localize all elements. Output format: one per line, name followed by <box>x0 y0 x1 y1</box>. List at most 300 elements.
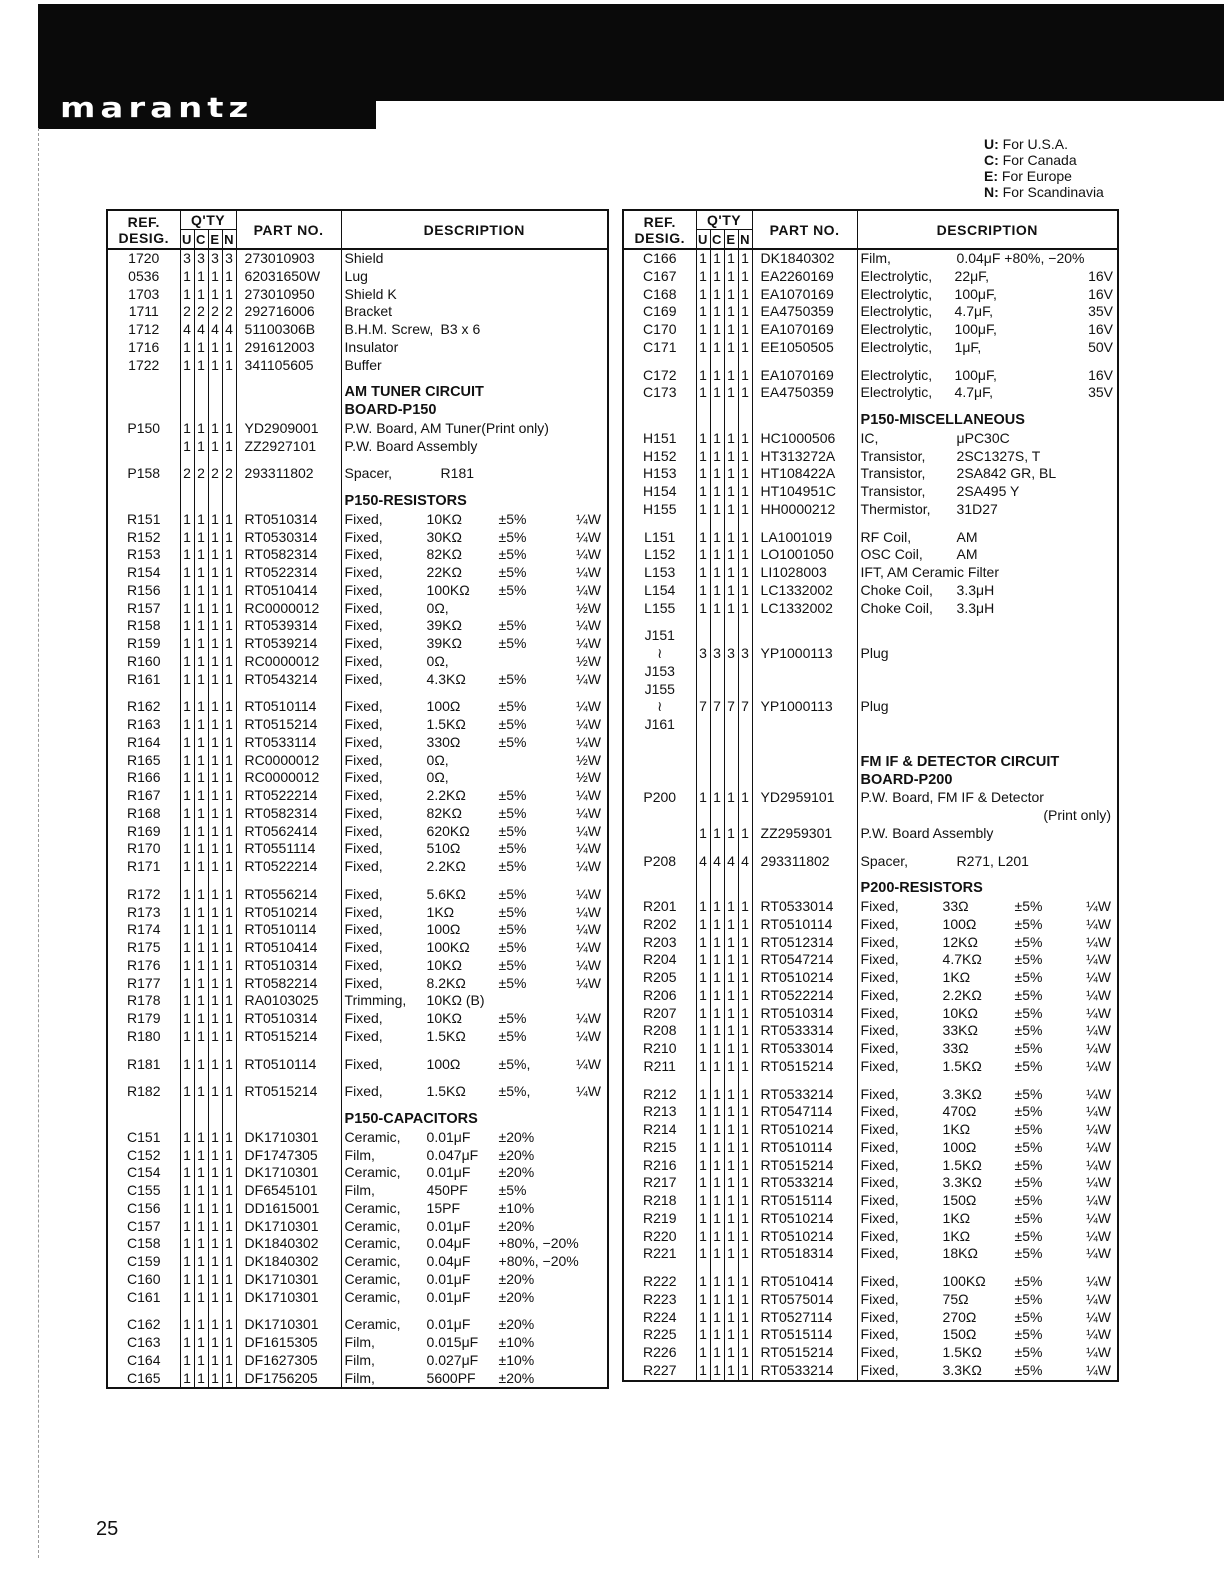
description-field: ±5% <box>1014 1121 1043 1137</box>
description-fields <box>345 339 607 357</box>
description-field: ±5% <box>498 974 527 991</box>
ref-desig: R216 <box>623 1157 696 1175</box>
description-fields <box>345 465 607 483</box>
part-number <box>752 716 857 734</box>
table-row <box>623 716 1118 734</box>
ref-desig: R161 <box>107 671 180 689</box>
qty-c: 1 <box>194 823 208 841</box>
description-field: ¼W <box>1086 1174 1111 1191</box>
qty-u: 1 <box>696 249 710 268</box>
empty-cell <box>752 870 857 880</box>
qty-e: 1 <box>208 1352 222 1370</box>
empty-cell <box>623 519 696 529</box>
qty-n: 2 <box>222 465 236 483</box>
description-field: Trimming, <box>344 992 407 1009</box>
empty-cell <box>752 617 857 627</box>
description-field: 100KΩ <box>426 581 470 598</box>
empty-cell <box>107 1073 180 1083</box>
description-field: 2.2KΩ <box>426 787 466 803</box>
part-number: RT0510214 <box>752 969 857 987</box>
qty-e: 1 <box>208 921 222 939</box>
ref-desig: H155 <box>623 501 696 519</box>
description-field: 1KΩ <box>942 1121 971 1137</box>
table-row <box>107 823 608 841</box>
qty-n: 1 <box>738 1362 752 1381</box>
description-field: ¼W <box>1086 1057 1111 1074</box>
qty-u: 1 <box>180 600 194 618</box>
empty-cell <box>341 688 608 698</box>
ref-desig: J153 <box>623 663 696 681</box>
table-row <box>623 268 1118 286</box>
qty-u: 1 <box>696 1121 710 1139</box>
qty-e: 1 <box>208 805 222 823</box>
description-field: Fixed, <box>860 1209 899 1226</box>
description-field <box>499 600 545 618</box>
qty-u: 1 <box>696 934 710 952</box>
description-field: Fixed, <box>344 939 383 955</box>
empty-cell <box>710 843 724 853</box>
qty-u: 1 <box>180 1334 194 1352</box>
ref-desig: R170 <box>107 840 180 858</box>
qty-n: 1 <box>222 840 236 858</box>
part-number: HT108422A <box>752 465 857 483</box>
table-row <box>107 858 608 876</box>
qty-n: 1 <box>738 1326 752 1344</box>
ref-desig <box>623 412 696 430</box>
qty-cell <box>696 627 710 645</box>
empty-cell <box>710 734 724 744</box>
ref-desig: C173 <box>623 384 696 402</box>
qty-u: 1 <box>696 1362 710 1381</box>
qty-u: 1 <box>696 1086 710 1104</box>
table-row <box>107 805 608 823</box>
description-field: Film, <box>860 250 891 266</box>
section-heading: AM TUNER CIRCUIT <box>344 384 484 401</box>
description-field: 10KΩ <box>426 1010 462 1026</box>
description-field: 2.2KΩ <box>942 986 982 1003</box>
qty-cell <box>180 402 194 420</box>
description-fields <box>861 969 1117 987</box>
qty-n: 1 <box>222 939 236 957</box>
description-fields <box>345 564 607 582</box>
ref-desig: R210 <box>623 1040 696 1058</box>
qty-u: 1 <box>180 1235 194 1253</box>
table-row <box>107 582 608 600</box>
description-fields <box>345 734 607 752</box>
qty-cell <box>710 716 724 734</box>
description <box>341 653 608 671</box>
table-row <box>107 1253 608 1271</box>
legend-item: C: For Canada <box>984 152 1077 168</box>
ref-desig: 1716 <box>107 339 180 357</box>
part-number: EE1050505 <box>752 339 857 357</box>
description-field: Buffer <box>344 356 382 373</box>
description-fields <box>861 825 1117 843</box>
qty-n: 1 <box>738 951 752 969</box>
description-field: ¼W <box>1086 1361 1111 1378</box>
qty-e: 1 <box>208 1271 222 1289</box>
ref-desig: R178 <box>107 992 180 1010</box>
qty-u: 2 <box>180 303 194 321</box>
qty-n: 1 <box>738 825 752 843</box>
part-number: RT0522214 <box>236 858 341 876</box>
table-row <box>107 975 608 993</box>
part-number: 62031650W <box>236 268 341 286</box>
empty-cell <box>194 688 208 698</box>
description-fields <box>345 957 607 975</box>
empty-cell <box>222 1101 236 1111</box>
qty-u: 1 <box>696 987 710 1005</box>
qty-u: 1 <box>180 653 194 671</box>
section-heading-row <box>107 1111 608 1129</box>
qty-cell <box>180 1111 194 1129</box>
description <box>857 716 1118 734</box>
empty-cell <box>752 744 857 754</box>
description-field: ¼W <box>1086 1273 1111 1289</box>
description <box>341 992 608 1010</box>
description-field: 3.3KΩ <box>942 1085 982 1102</box>
description <box>857 286 1118 304</box>
section-heading: BOARD-P150 <box>344 402 437 418</box>
description-fields <box>345 617 607 635</box>
description-field: 8.2KΩ <box>426 974 466 991</box>
description <box>341 635 608 653</box>
part-no-header: PART NO. <box>752 210 857 249</box>
part-number <box>752 772 857 790</box>
description-fields <box>345 858 607 876</box>
description-fields <box>345 698 607 716</box>
qty-n: 1 <box>222 1164 236 1182</box>
description-fields <box>345 904 607 922</box>
description <box>341 1164 608 1182</box>
qty-n: 1 <box>222 420 236 438</box>
description <box>341 1253 608 1271</box>
qty-e: 1 <box>208 1289 222 1307</box>
qty-c: 1 <box>710 1228 724 1246</box>
description <box>341 904 608 922</box>
qty-n: 1 <box>222 1334 236 1352</box>
description-field: Fixed, <box>344 1010 383 1026</box>
qty-c: 1 <box>194 617 208 635</box>
description-fields <box>345 1200 607 1218</box>
description-field: ¼W <box>576 903 601 920</box>
description-field: ±5% <box>1014 1361 1043 1378</box>
part-number: RT0510214 <box>752 1210 857 1228</box>
description-field: 75Ω <box>942 1290 969 1307</box>
qty-c: 1 <box>194 1182 208 1200</box>
qty-e: 1 <box>724 934 738 952</box>
part-number: RT0510414 <box>752 1273 857 1291</box>
spacer-row <box>623 870 1118 880</box>
qty-c: 1 <box>710 546 724 564</box>
ref-desig: C161 <box>107 1289 180 1307</box>
part-number: DK1710301 <box>236 1289 341 1307</box>
part-number: RT0539314 <box>236 617 341 635</box>
qty-cell <box>738 663 752 681</box>
qty-c: 1 <box>194 1352 208 1370</box>
qty-u: 1 <box>180 511 194 529</box>
qty-u: 1 <box>180 582 194 600</box>
description-fields <box>861 1192 1117 1210</box>
part-number: DF1756205 <box>236 1370 341 1389</box>
qty-n: 1 <box>222 716 236 734</box>
description-field: ¼W <box>576 1010 601 1026</box>
description-field: Fixed, <box>860 1121 899 1137</box>
ref-desig: R208 <box>623 1022 696 1040</box>
description-fields <box>861 465 1117 483</box>
description-field: Fixed, <box>344 652 383 669</box>
description <box>857 483 1118 501</box>
table-row <box>623 1121 1118 1139</box>
qty-n: 1 <box>738 789 752 807</box>
description-fields <box>861 501 1117 519</box>
description-fields <box>861 286 1117 304</box>
empty-cell <box>180 1046 194 1056</box>
description <box>341 1083 608 1101</box>
qty-cell <box>738 880 752 898</box>
description <box>341 769 608 787</box>
empty-cell <box>696 744 710 754</box>
description-fields <box>345 1028 607 1046</box>
part-number: 51100306B <box>236 321 341 339</box>
qty-e: 1 <box>208 286 222 304</box>
qty-c: 1 <box>710 1245 724 1263</box>
qty-c: 1 <box>194 1370 208 1389</box>
qty-c: 2 <box>194 465 208 483</box>
description-field: ±5% <box>1014 933 1043 950</box>
ref-desig: P200 <box>623 789 696 807</box>
description-field: ½W <box>576 769 601 786</box>
description-field: Fixed, <box>860 1174 899 1191</box>
qty-n: 1 <box>222 1271 236 1289</box>
ref-desig: C165 <box>107 1370 180 1389</box>
part-number: RT0533114 <box>236 734 341 752</box>
description <box>341 939 608 957</box>
table-row <box>623 1192 1118 1210</box>
description-field: Fixed, <box>344 599 383 616</box>
description-field: 4.7KΩ <box>942 951 982 968</box>
description-field: ¼W <box>1086 1040 1111 1056</box>
description-field: ±5% <box>498 510 527 527</box>
table-row <box>107 904 608 922</box>
description-field: 1.5KΩ <box>942 1344 982 1360</box>
table-row <box>623 1228 1118 1246</box>
empty-cell <box>724 843 738 853</box>
qty-e: 1 <box>208 339 222 357</box>
ref-desig <box>107 438 180 456</box>
description-header: DESCRIPTION <box>341 210 608 249</box>
table-row <box>623 546 1118 564</box>
description <box>341 600 608 618</box>
description-field: Ceramic, <box>344 1316 401 1333</box>
description-field: Fixed, <box>860 1057 899 1074</box>
description <box>857 1005 1118 1023</box>
description <box>857 1157 1118 1175</box>
part-number: EA4750359 <box>752 303 857 321</box>
table-row <box>623 564 1118 582</box>
description-field: Fixed, <box>344 787 383 803</box>
qty-c: 1 <box>710 1210 724 1228</box>
empty-cell <box>710 744 724 754</box>
qty-n: 1 <box>738 1273 752 1291</box>
qty-c: 1 <box>710 1291 724 1309</box>
description-fields <box>345 1164 607 1182</box>
ref-desig <box>623 807 696 825</box>
qty-c: 1 <box>710 286 724 304</box>
part-number: RT0512314 <box>752 934 857 952</box>
description-field: Electrolytic, <box>860 303 933 320</box>
table-row <box>107 529 608 547</box>
qty-e: 1 <box>208 511 222 529</box>
description-field: Fixed, <box>860 951 899 968</box>
empty-cell <box>180 688 194 698</box>
description-field: Fixed, <box>860 1326 899 1343</box>
description-field: ±5% <box>498 787 527 803</box>
section-heading-row <box>623 880 1118 898</box>
qty-c: 1 <box>194 438 208 456</box>
table-row <box>623 1139 1118 1157</box>
qty-e: 1 <box>724 789 738 807</box>
ref-desig: ≀ <box>623 645 696 663</box>
description-fields <box>345 939 607 957</box>
description-field: ±5% <box>498 921 527 938</box>
part-number: DF1627305 <box>236 1352 341 1370</box>
description-field: ¼W <box>576 1027 601 1044</box>
qty-c: 1 <box>710 1326 724 1344</box>
description-field: 2SC1327S, T <box>956 447 1041 464</box>
section-heading: FM IF & DETECTOR CIRCUIT <box>860 753 1060 770</box>
empty-cell <box>857 1263 1118 1273</box>
qty-c: 3 <box>194 249 208 268</box>
description-fields <box>861 916 1117 934</box>
qty-c: 1 <box>710 1121 724 1139</box>
qty-u: 7 <box>696 698 710 716</box>
description-field: Fixed, <box>344 1055 383 1072</box>
description-field: ¼W <box>1086 1290 1111 1307</box>
table-row <box>623 286 1118 304</box>
qty-u: 1 <box>180 805 194 823</box>
description <box>857 1139 1118 1157</box>
description-field: Ceramic, <box>344 1128 401 1145</box>
qty-u: 1 <box>180 546 194 564</box>
description-field: Fixed, <box>344 921 383 938</box>
part-number: RT0533214 <box>752 1086 857 1104</box>
part-number <box>236 384 341 402</box>
qty-c: 1 <box>710 430 724 448</box>
table-row <box>107 303 608 321</box>
empty-cell <box>710 1076 724 1086</box>
qty-u: 1 <box>180 1182 194 1200</box>
table-row <box>107 339 608 357</box>
qty-c: 1 <box>194 992 208 1010</box>
parts-table-right <box>622 209 1119 1382</box>
qty-e: 1 <box>208 1182 222 1200</box>
table-row <box>623 1022 1118 1040</box>
empty-cell <box>194 1306 208 1316</box>
part-number: HH0000212 <box>752 501 857 519</box>
empty-cell <box>738 617 752 627</box>
empty-cell <box>107 1101 180 1111</box>
empty-cell <box>623 402 696 412</box>
qty-e: 1 <box>724 1362 738 1381</box>
empty-cell <box>236 483 341 493</box>
qty-c: 1 <box>710 916 724 934</box>
qty-n: 1 <box>222 1289 236 1307</box>
table-row <box>107 886 608 904</box>
table-row <box>623 698 1118 716</box>
qty-cell <box>710 880 724 898</box>
ref-desig: P150 <box>107 420 180 438</box>
qty-c: 1 <box>710 1040 724 1058</box>
qty-e: 1 <box>208 546 222 564</box>
description <box>857 384 1118 402</box>
ref-desig: R166 <box>107 769 180 787</box>
qty-u: 1 <box>180 1271 194 1289</box>
description-field: ±5% <box>1014 1022 1043 1039</box>
description <box>341 321 608 339</box>
part-number: DF6545101 <box>236 1182 341 1200</box>
description-field: 1KΩ <box>942 969 971 985</box>
qty-e: 1 <box>208 840 222 858</box>
qty-e: 1 <box>208 1316 222 1334</box>
empty-cell <box>696 1076 710 1086</box>
qty-n: 1 <box>738 1245 752 1263</box>
ref-desig: R221 <box>623 1245 696 1263</box>
description-field: Fixed, <box>860 915 899 932</box>
qty-u: 1 <box>696 268 710 286</box>
qty-e: 4 <box>724 853 738 871</box>
qty-c: 1 <box>194 957 208 975</box>
spacer-row <box>107 1306 608 1316</box>
description-field: ½W <box>576 599 601 616</box>
qty-n: 1 <box>738 1086 752 1104</box>
ref-desig: C166 <box>623 249 696 268</box>
description-field: Fixed, <box>860 1361 899 1378</box>
description <box>857 1309 1118 1327</box>
description <box>341 805 608 823</box>
description-fields <box>861 1228 1117 1246</box>
description-field: ±20% <box>498 1270 535 1287</box>
part-number: 273010903 <box>236 249 341 268</box>
description-fields <box>861 1326 1117 1344</box>
table-row <box>623 367 1118 385</box>
empty-cell <box>222 1306 236 1316</box>
description-field: Fixed, <box>344 858 383 874</box>
description-field: Film, <box>344 1369 375 1386</box>
description-field: Electrolytic, <box>860 366 933 383</box>
empty-cell <box>724 870 738 880</box>
ref-desig <box>623 772 696 790</box>
qty-u: 1 <box>180 1147 194 1165</box>
ref-desig: R152 <box>107 529 180 547</box>
part-number: DK1710301 <box>236 1129 341 1147</box>
ref-desig: R201 <box>623 898 696 916</box>
qty-e: 1 <box>724 430 738 448</box>
empty-cell <box>696 734 710 744</box>
empty-cell <box>107 374 180 384</box>
ref-desig: R220 <box>623 1228 696 1246</box>
table-row <box>623 582 1118 600</box>
table-row <box>623 807 1118 825</box>
description-field: ¼W <box>1086 1308 1111 1325</box>
description-field: ¼W <box>1086 1103 1111 1120</box>
qty-u-header: U <box>180 230 194 250</box>
description <box>341 716 608 734</box>
spacer-row <box>107 1101 608 1111</box>
description-field: ±5% <box>498 698 527 715</box>
qty-u: 1 <box>180 1028 194 1046</box>
ref-desig: R182 <box>107 1083 180 1101</box>
